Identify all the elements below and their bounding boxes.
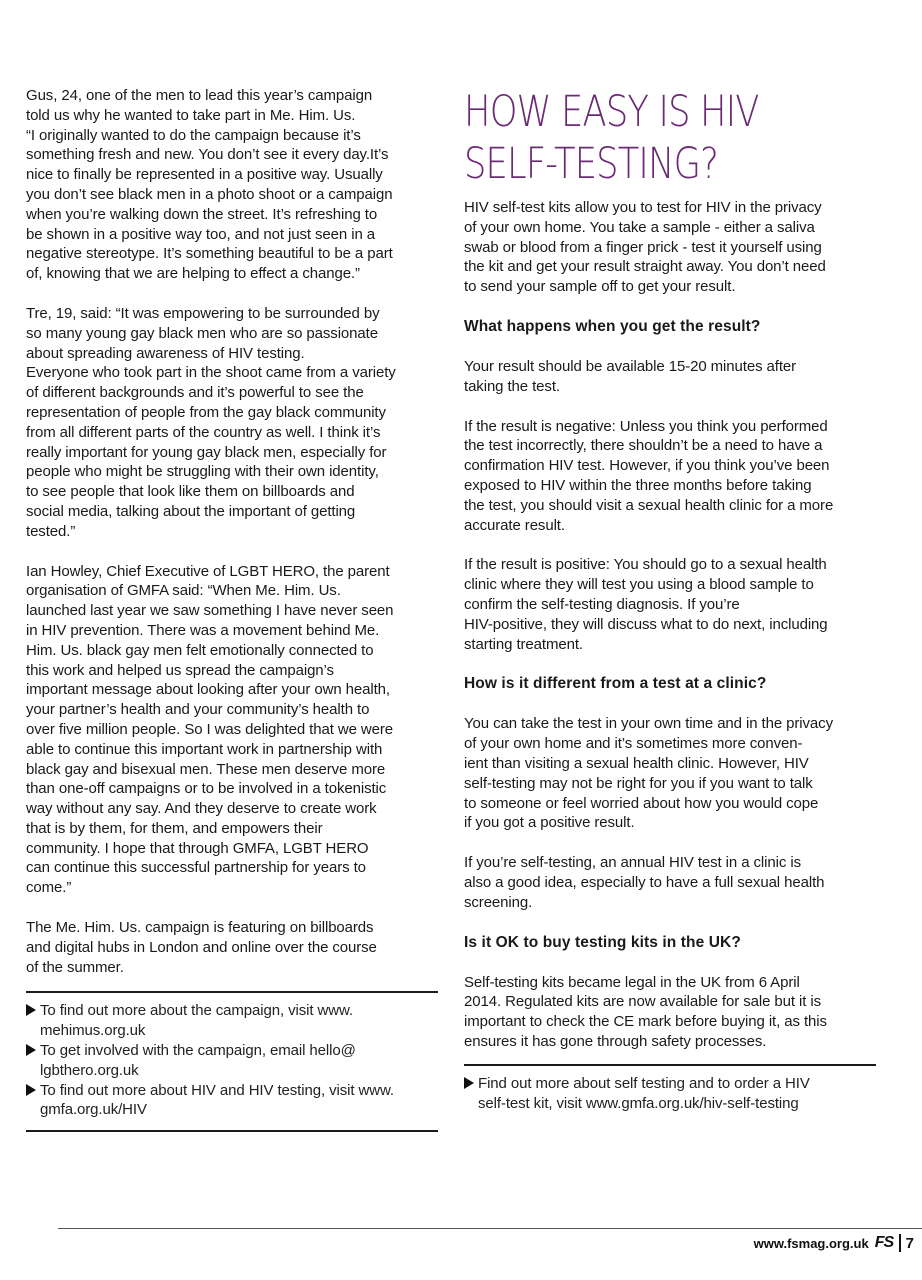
subheading-result: What happens when you get the result? xyxy=(464,317,761,335)
gus-quote-paragraph: Gus, 24, one of the men to lead this year’s campaign told us why he wanted to take part in Me. Him. Us. “I originally wanted to do the campaign because it’s something fresh and new. You don’t see it every day.It’s nice to finally be represented in a positive way. Usually you don’t see black men in a photo shoot or a campaign when you’re walking down the street. It’s refreshing to be shown in a positive way too, and not just seen in a negative stereotype. It’s something beautiful to be a part of, knowing that we are helping to effect a change.” xyxy=(26,87,393,283)
footer-divider xyxy=(58,1228,922,1229)
page-footer xyxy=(754,1234,914,1252)
self-testing-link-box xyxy=(464,1064,876,1124)
result-timing-paragraph: Your result should be available 15-20 minutes after taking the test. xyxy=(464,357,797,395)
info-item-text[interactable]: To get involved with the campaign, email hello@ lgbthero.org.uk xyxy=(40,1042,356,1079)
campaign-info-paragraph: The Me. Him. Us. campaign is featuring on billboards and digital hubs in London and online over the course of the summer. xyxy=(26,919,377,976)
subheading-clinic-difference: How is it different from a test at a clinic? xyxy=(464,675,767,693)
intro-paragraph: HIV self-test kits allow you to test for HIV in the privacy of your own home. You take a sample - either a saliva swab or blood from a finger prick - test it yourself using the kit and get your result straight away. You don’t need to send your sample off to get your result. xyxy=(464,199,826,296)
article-headline: HOW EASY IS HIV SELF-TESTING? xyxy=(464,87,759,189)
page-number: 7 xyxy=(905,1234,914,1252)
arrow-right-icon xyxy=(464,1077,474,1089)
footer-url[interactable]: www.fsmag.org.uk xyxy=(753,1235,869,1251)
positive-result-paragraph: If the result is positive: You should go to a sexual health clinic where they will test you using a blood sample to confirm the self-testing diagnosis. If you’re HIV-positive, they will discuss what to do next, including starting treatment. xyxy=(464,556,828,653)
footer-separator xyxy=(899,1234,901,1252)
info-item-text[interactable]: To find out more about the campaign, visit www. mehimus.org.uk xyxy=(40,1002,353,1040)
info-item-self-testing xyxy=(464,1074,876,1114)
arrow-right-icon xyxy=(26,1044,36,1056)
uk-legal-paragraph: Self-testing kits became legal in the UK from 6 April 2014. Regulated kits are now available for sale but it is important to check the CE mark before buying it, as this ensures it has gone through safety processes. xyxy=(464,973,827,1050)
clinic-difference-paragraph: You can take the test in your own time and in the privacy of your own home and it’s sometimes more conven- ient than visiting a sexual health clinic. However, HIV self-testing may not be right for you if you want to talk to someone or feel worried about how you would cope if you got a positive result. xyxy=(464,715,833,832)
annual-test-paragraph: If you’re self-testing, an annual HIV test in a clinic is also a good idea, especially to have a full sexual health screening. xyxy=(464,854,825,911)
info-item-text[interactable]: Find out more about self testing and to order a HIV self-test kit, visit www.gmfa.org.uk/hiv-self-testing xyxy=(478,1074,810,1112)
info-item-get-involved xyxy=(26,1041,438,1081)
info-item-text[interactable]: To find out more about HIV and HIV testing, visit www. gmfa.org.uk/HIV xyxy=(40,1081,394,1119)
subheading-uk-legal: Is it OK to buy testing kits in the UK? xyxy=(464,933,741,951)
left-column xyxy=(26,86,438,1132)
ian-howley-quote-paragraph: Ian Howley, Chief Executive of LGBT HERO, the parent organisation of GMFA said: “When Me. Him. Us. launched last year we saw something I have never seen in HIV prevention. There was a movement behind Me. Him. Us. black gay men felt emotionally connected to this work and helped us spread the campaign’s important message about looking after your own health, your partner’s health and your community’s health to over five million people. So I was delighted that we were able to continue this important work in partnership with black gay and bisexual men. These men deserve more than one-off campaigns or to be involved in a tokenistic way without any say. And they deserve to create work that is by them, for them, and empowers their community. I hope that through GMFA, LGBT HERO can continue this successful partnership for years to come.” xyxy=(26,562,394,897)
info-item-hiv-testing xyxy=(26,1081,438,1121)
campaign-links-box xyxy=(26,991,438,1132)
info-item-campaign xyxy=(26,1001,438,1041)
fs-logo: FS xyxy=(874,1234,894,1251)
tre-quote-paragraph: Tre, 19, said: “It was empowering to be surrounded by so many young gay black men who are so passionate about spreading awareness of HIV testing. Everyone who took part in the shoot came from a variety of different backgrounds and it’s powerful to see the representation of people from the gay black community from all different parts of the country as well. I think it’s really important for young gay black men, especially for people who might be struggling with their own identity, to see people that look like them on billboards and social media, talking about the important of getting tested.” xyxy=(26,304,396,540)
arrow-right-icon xyxy=(26,1084,36,1096)
negative-result-paragraph: If the result is negative: Unless you think you performed the test incorrectly, there shouldn’t be a need to have a confirmation HIV test. However, if you think you’ve been exposed to HIV within the three months before taking the test, you should visit a sexual health clinic for a more accurate result. xyxy=(464,417,834,534)
right-column xyxy=(464,86,876,1123)
arrow-right-icon xyxy=(26,1004,36,1016)
